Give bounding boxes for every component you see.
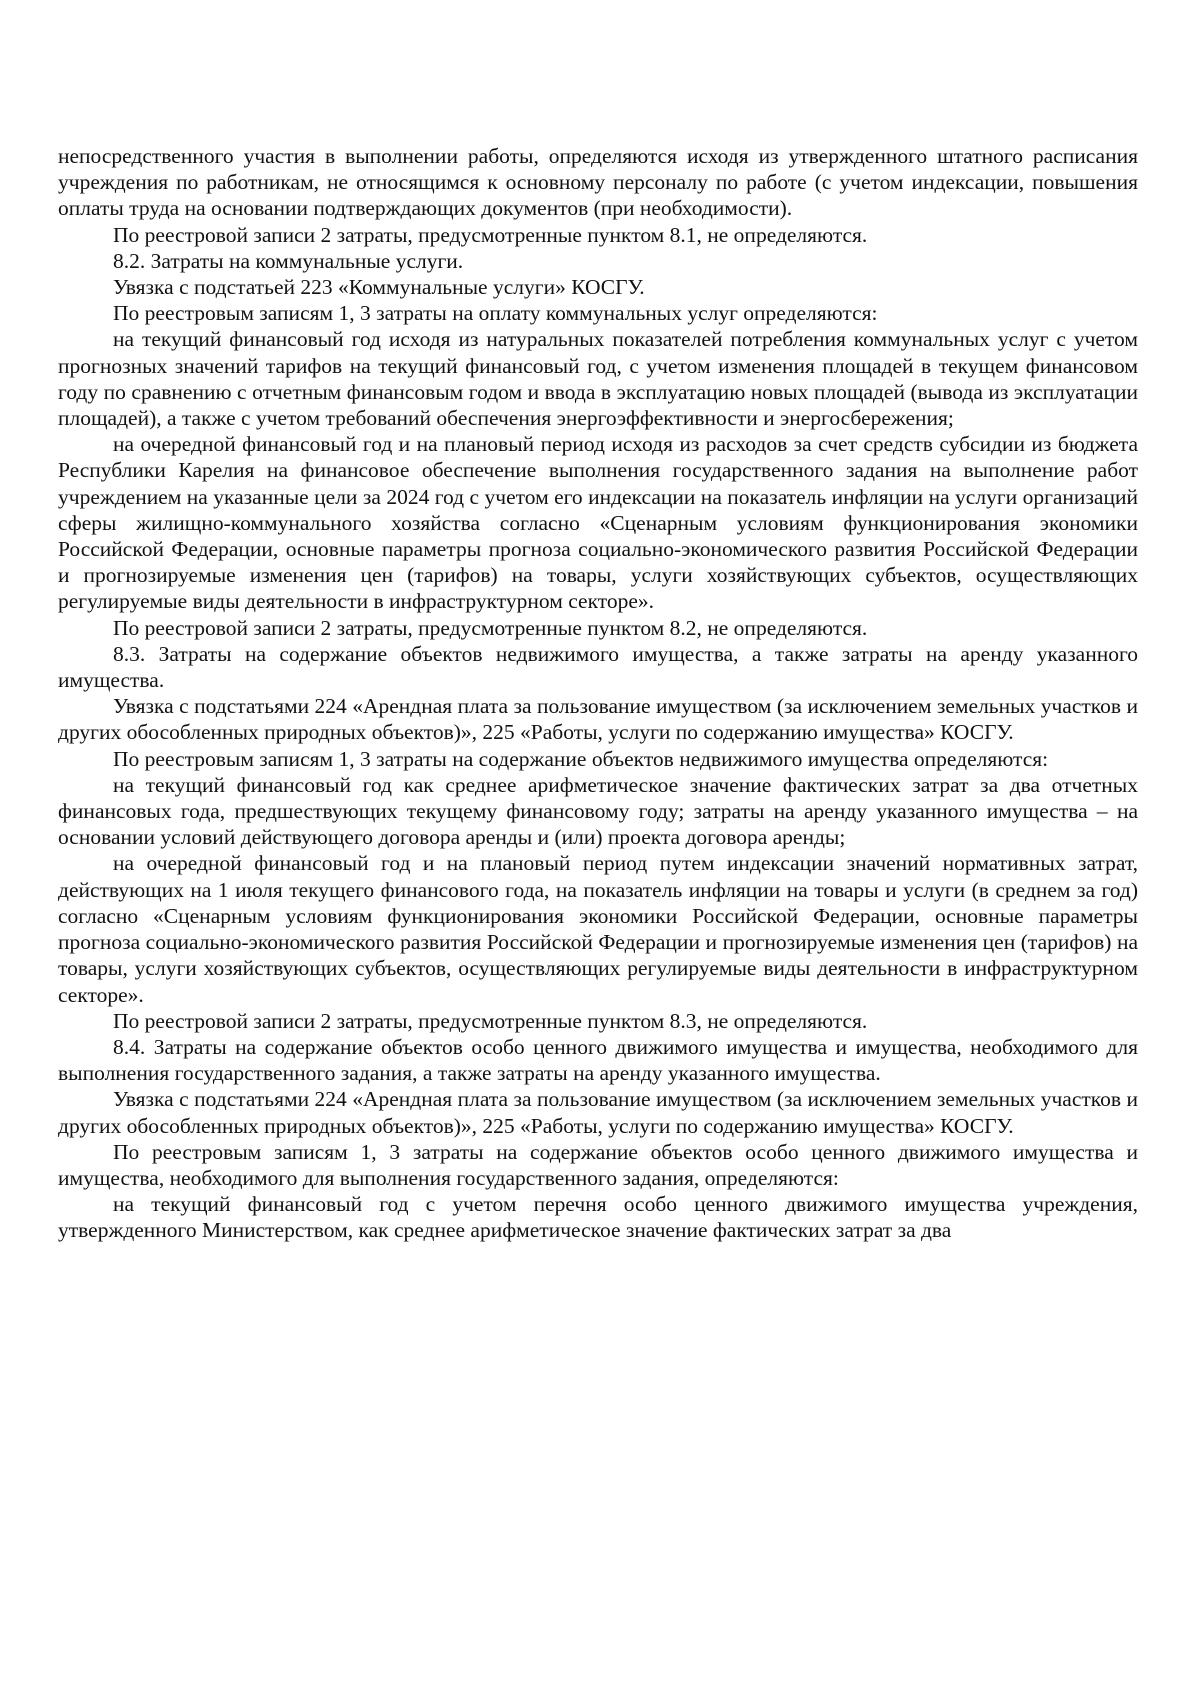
paragraph: на текущий финансовый год как среднее арифметическое значение фактических затрат за два отчетных финансовых года, предшествующих текущему финансовому году; затраты на аренду указанного имущества – на основании условий действующего договора аренды и (или) проекта договора аренды; xyxy=(58,772,1138,850)
paragraph: на очередной финансовый год и на плановый период путем индексации значений нормативных затрат, действующих на 1 июля текущего финансового года, на показатель инфляции на товары и услуги (в среднем за год) согласно «Сценарным условиям функционирования экономики Российской Федерации, основные параметры прогноза социально-экономического развития Российской Федерации и прогнозируемые изменения цен (тарифов) на товары, услуги хозяйствующих субъектов, осуществляющих регулируемые виды деятельности в инфраструктурном секторе». xyxy=(58,851,1138,1007)
paragraph: Увязка с подстатьей 223 «Коммунальные услуги» КОСГУ. xyxy=(113,275,645,300)
section-heading-8-4: 8.4. Затраты на содержание объектов особо ценного движимого имущества и имущества, необходимого для выполнения государственного задания, а также затраты на аренду указанного имущества. xyxy=(58,1034,1138,1086)
paragraph: Увязка с подстатьями 224 «Арендная плата за пользование имуществом (за исключением земельных участков и других обособленных природных объектов)», 225 «Работы, услуги по содержанию имущества» КОСГУ. xyxy=(58,694,1138,745)
section-heading-8-2: 8.2. Затраты на коммунальные услуги. xyxy=(113,248,464,273)
paragraph: Увязка с подстатьями 224 «Арендная плата за пользование имуществом (за исключением земельных участков и других обособленных природных объектов)», 225 «Работы, услуги по содержанию имущества» КОСГУ. xyxy=(58,1087,1138,1138)
paragraph: на текущий финансовый год исходя из натуральных показателей потребления коммунальных услуг с учетом прогнозных значений тарифов на текущий финансовый год, с учетом изменения площадей в текущем финансовом году по сравнению с отчетным финансовым годом и ввода в эксплуатацию новых площадей (вывода из эксплуатации площадей), а также с учетом требований обеспечения энергоэффективности и энергосбережения; xyxy=(58,327,1138,431)
paragraph: По реестровой записи 2 затраты, предусмотренные пунктом 8.1, не определяются. xyxy=(113,222,868,247)
paragraph: По реестровой записи 2 затраты, предусмотренные пунктом 8.3, не определяются. xyxy=(113,1008,868,1033)
section-heading-8-3: 8.3. Затраты на содержание объектов недвижимого имущества, а также затраты на аренду указанного имущества. xyxy=(58,641,1138,693)
paragraph: По реестровым записям 1, 3 затраты на содержание объектов недвижимого имущества определяются: xyxy=(113,746,1049,771)
paragraph: По реестровой записи 2 затраты, предусмотренные пунктом 8.2, не определяются. xyxy=(113,615,868,640)
paragraph: на очередной финансовый год и на плановый период исходя из расходов за счет средств субсидии из бюджета Республики Карелия на финансовое обеспечение выполнения государственного задания на выполнение работ учреждением на указанные цели за 2024 год с учетом его индексации на показатель инфляции на услуги организаций сферы жилищно-коммунального хозяйства согласно «Сценарным условиям функционирования экономики Российской Федерации, основные параметры прогноза социально-экономического развития Российской Федерации и прогнозируемые изменения цен (тарифов) на товары, услуги хозяйствующих субъектов, осуществляющих регулируемые виды деятельности в инфраструктурном секторе». xyxy=(58,432,1138,614)
paragraph-continuation: непосредственного участия в выполнении работы, определяются исходя из утвержденного штатного расписания учреждения по работникам, не относящимся к основному персоналу по работе (с учетом индексации, повышения оплаты труда на основании подтверждающих документов (при необходимости). xyxy=(58,144,1138,221)
document-page xyxy=(58,143,1138,1244)
paragraph: По реестровым записям 1, 3 затраты на содержание объектов особо ценного движимого имущества и имущества, необходимого для выполнения государственного задания, определяются: xyxy=(58,1139,1138,1190)
paragraph: на текущий финансовый год с учетом перечня особо ценного движимого имущества учреждения, утвержденного Министерством, как среднее арифметическое значение фактических затрат за два xyxy=(58,1192,1138,1243)
paragraph: По реестровым записям 1, 3 затраты на оплату коммунальных услуг определяются: xyxy=(113,301,878,326)
